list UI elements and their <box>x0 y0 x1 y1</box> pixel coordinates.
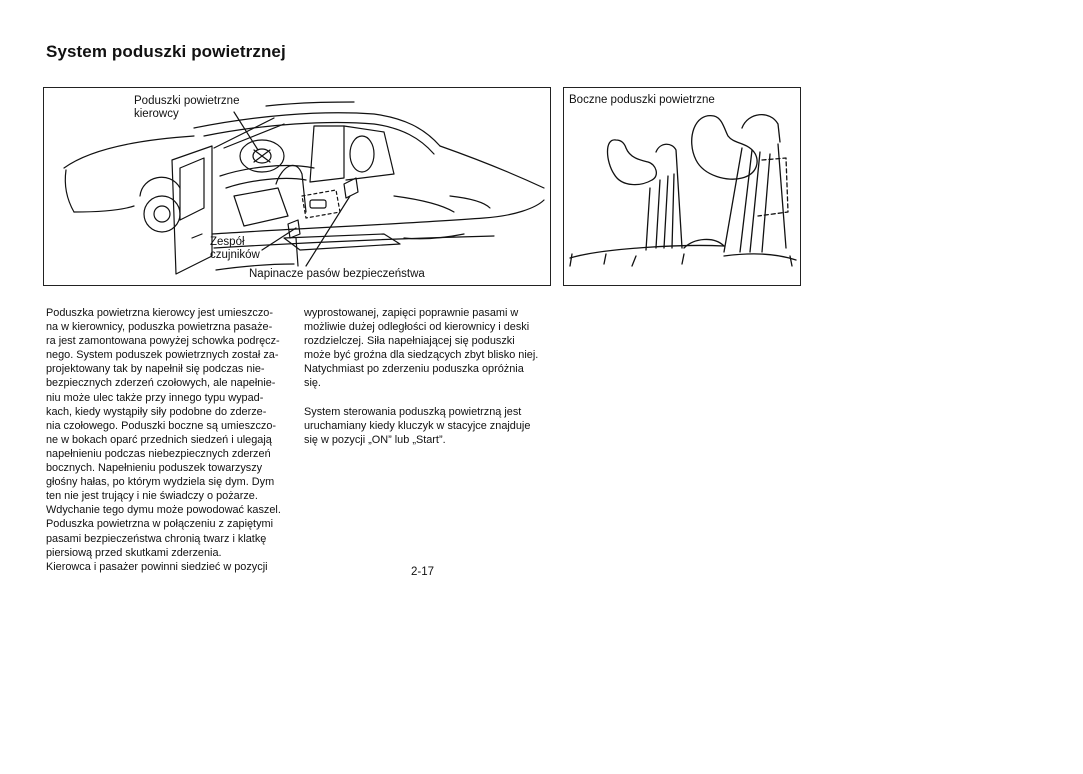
text-line: niu może ulec także przy innego typu wypad- <box>46 391 264 404</box>
body-text-left-column <box>46 306 290 574</box>
text-line: ra jest zamontowana powyżej schowka podręcz- <box>46 335 280 348</box>
text-line: bezpiecznych zderzeń czołowych, ale napełnie- <box>46 377 276 390</box>
text-line: nia czołowego. Poduszki boczne są umieszczo- <box>46 419 277 432</box>
body-text-right-column <box>304 306 544 447</box>
label-pretensioners: Napinacze pasów bezpieczeństwa <box>249 268 425 280</box>
car-airbag-illustration <box>43 87 551 286</box>
body-paragraph-right-1 <box>304 306 544 391</box>
text-line: Kierowca i pasażer powinni siedzieć w pozycji <box>46 560 268 573</box>
text-line: pasami bezpieczeństwa chronią twarz i klatkę <box>46 532 267 545</box>
seat-line-drawing <box>564 88 800 285</box>
text-line: ten nie jest trujący i nie świadczy o pożarze. <box>46 490 258 503</box>
text-line: piersiową przed skutkami zderzenia. <box>46 546 222 559</box>
label-sensor-unit-line2: czujników <box>210 249 260 261</box>
text-line: ne w bokach oparć przednich siedzeń i ulegają <box>46 433 272 446</box>
page-number: 2-17 <box>411 566 435 578</box>
text-line: uruchamiany kiedy kluczyk w stacyjce znajduje <box>304 419 531 432</box>
text-line: projektowany tak by napełnił się podczas nie- <box>46 363 265 376</box>
text-line: rozdzielczej. Siła napełniającej się poduszki <box>304 335 515 348</box>
text-line: się. <box>304 377 321 390</box>
text-line: kach, kiedy wystąpiły siły podobne do zderze- <box>46 405 267 418</box>
body-paragraph-right-2 <box>304 405 544 447</box>
label-driver-airbags-line1: Poduszki powietrzne <box>134 95 240 107</box>
text-line: System sterowania poduszką powietrzną jest <box>304 405 522 418</box>
page-title: System poduszki powietrznej <box>46 42 286 61</box>
text-line: głośny hałas, po którym wydziela się dym. Dym <box>46 476 275 489</box>
text-line: się w pozycji „ON” lub „Start”. <box>304 433 446 446</box>
side-airbag-illustration <box>563 87 801 286</box>
text-line: na w kierownicy, poduszka powietrzna pasaże- <box>46 321 273 334</box>
label-side-airbags: Boczne poduszki powietrzne <box>569 94 715 106</box>
label-driver-airbags-line2: kierowcy <box>134 108 179 120</box>
body-paragraph-left <box>46 306 290 574</box>
text-line: możliwie dużej odległości od kierownicy i deski <box>304 321 530 334</box>
text-line: wyprostowanej, zapięci poprawnie pasami w <box>304 307 519 319</box>
text-line: nego. System poduszek powietrznych został za- <box>46 349 279 362</box>
car-line-drawing <box>44 88 550 285</box>
text-line: Poduszka powietrzna w połączeniu z zapiętymi <box>46 518 274 531</box>
text-line: napełnieniu podczas niebezpiecznych zderzeń <box>46 447 271 460</box>
text-line: bocznych. Napełnieniu poduszek towarzyszy <box>46 462 263 475</box>
label-sensor-unit-line1: Zespół <box>210 236 245 248</box>
text-line: Natychmiast po zderzeniu poduszka opróżnia <box>304 363 524 376</box>
text-line: Poduszka powietrzna kierowcy jest umieszczo- <box>46 307 273 319</box>
text-line: może być groźna dla siedzących zbyt blisko niej. <box>304 349 539 362</box>
text-line: Wdychanie tego dymu może powodować kaszel. <box>46 504 281 517</box>
